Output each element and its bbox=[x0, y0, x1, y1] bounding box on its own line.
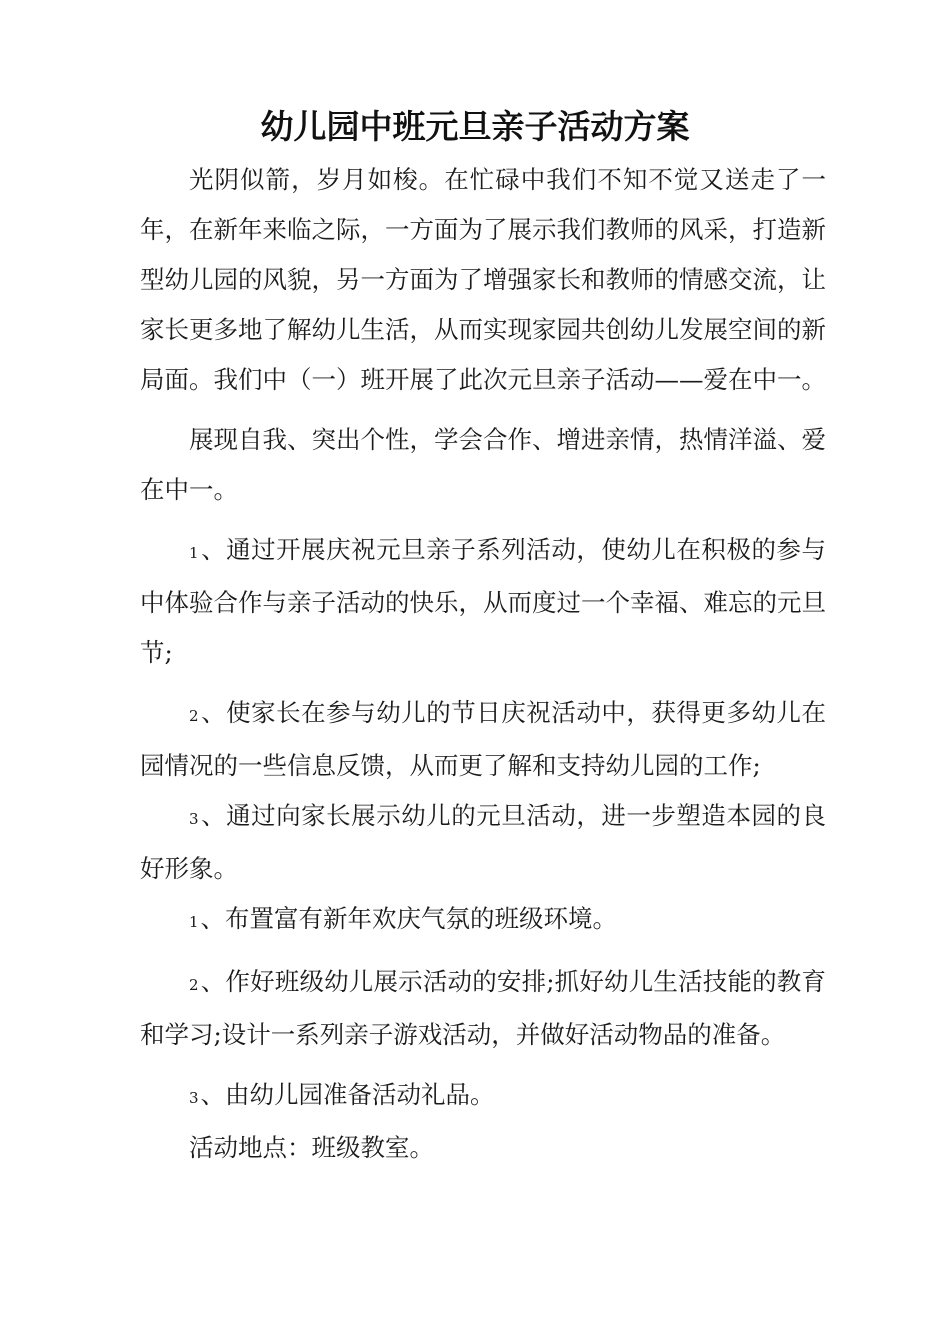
goal-item bbox=[140, 525, 826, 678]
document-title: 幼儿园中班元旦亲子活动方案 bbox=[260, 107, 690, 146]
preparation-item bbox=[140, 894, 826, 947]
theme-paragraph: 展现自我、突出个性，学会合作、增进亲情，热情洋溢、爱在中一。 bbox=[140, 425, 826, 504]
location-paragraph: 活动地点：班级教室。 bbox=[189, 1133, 434, 1162]
preparation-number: 3 bbox=[189, 1089, 201, 1107]
goal-text: 、通过开展庆祝元旦亲子系列活动，使幼儿在积极的参与中体验合作与亲子活动的快乐，从而度过一个幸福、难忘的元旦节; bbox=[140, 535, 826, 667]
preparation-number: 1 bbox=[189, 913, 201, 931]
goal-number: 1 bbox=[189, 544, 201, 562]
goal-number: 2 bbox=[189, 707, 201, 725]
goal-number: 3 bbox=[189, 810, 201, 828]
preparation-text: 、由幼儿园准备活动礼品。 bbox=[200, 1080, 495, 1109]
preparation-item bbox=[140, 1070, 826, 1123]
document-body bbox=[140, 155, 826, 1173]
preparation-number: 2 bbox=[189, 976, 201, 994]
goal-text: 、通过向家长展示幼儿的元旦活动，进一步塑造本园的良好形象。 bbox=[140, 801, 826, 883]
intro-paragraph: 光阴似箭，岁月如梭。在忙碌中我们不知不觉又送走了一年，在新年来临之际，一方面为了展示我们教师的风采，打造新型幼儿园的风貌，另一方面为了增强家长和教师的情感交流，让家长更多地了解幼儿生活，从而实现家园共创幼儿发展空间的新局面。我们中（一）班开展了此次元旦亲子活动——爱在中一。 bbox=[140, 165, 826, 394]
goal-item bbox=[140, 688, 826, 791]
goal-item bbox=[140, 791, 826, 894]
goal-text: 、使家长在参与幼儿的节日庆祝活动中，获得更多幼儿在园情况的一些信息反馈，从而更了解和支持幼儿园的工作; bbox=[140, 698, 826, 780]
preparation-item bbox=[140, 957, 826, 1060]
preparation-text: 、布置富有新年欢庆气氛的班级环境。 bbox=[200, 904, 618, 933]
preparation-text: 、作好班级幼儿展示活动的安排;抓好幼儿生活技能的教育和学习;设计一系列亲子游戏活动，并做好活动物品的准备。 bbox=[140, 967, 826, 1049]
